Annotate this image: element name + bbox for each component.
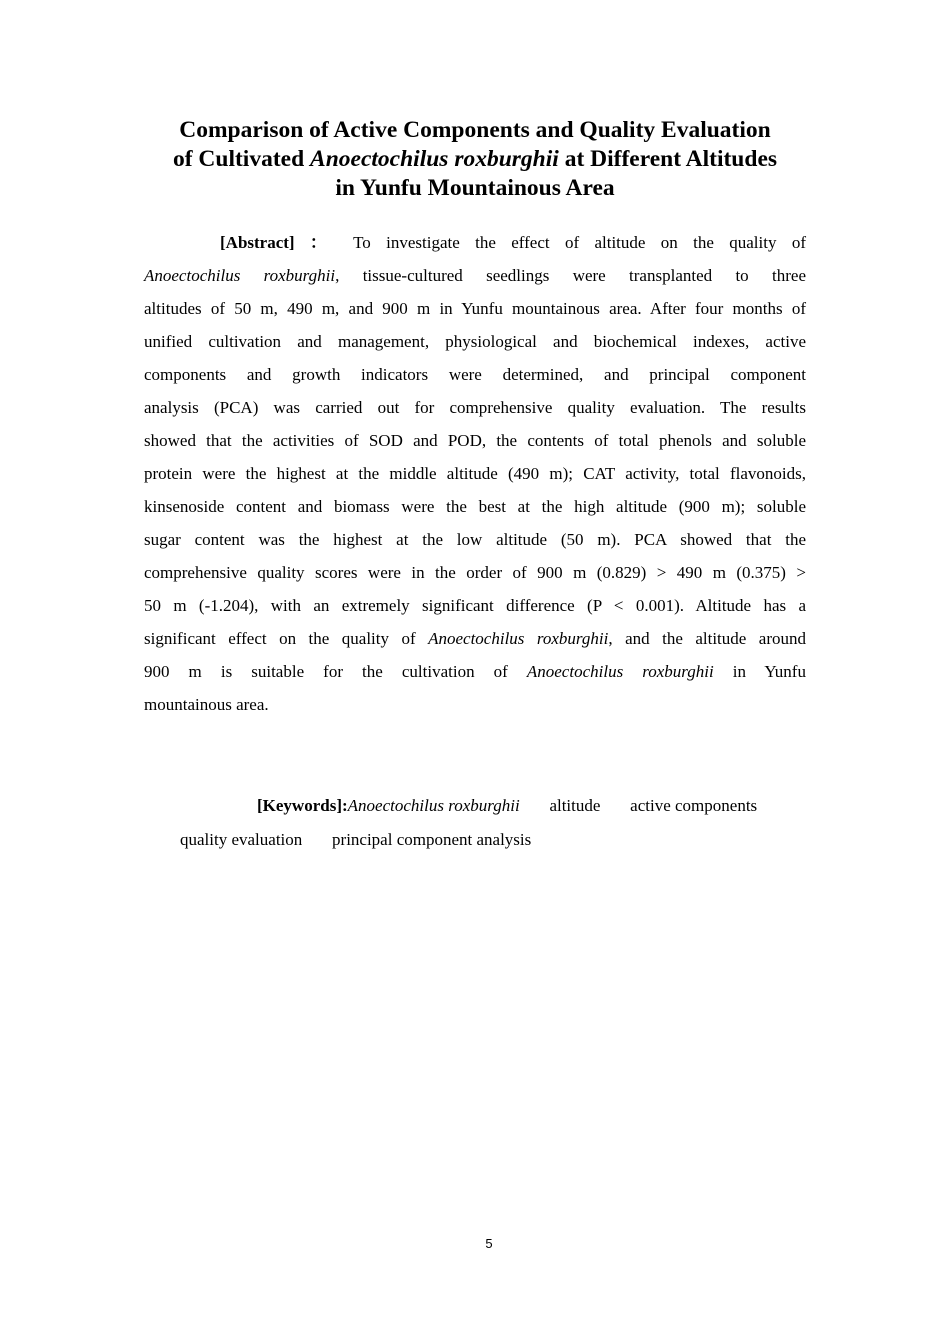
abstract-line-11: comprehensive quality scores were in the order of 900 m (0.829) > 490 m (0.375) > [144,563,806,582]
abstract-line-1 [144,226,806,259]
abstract-line-3: altitudes of 50 m, 490 m, and 900 m in Yunfu mountainous area. After four months of [144,299,806,318]
keywords-section [180,789,820,857]
page-number: 5 [485,1236,493,1251]
abstract-text-14b: in Yunfu [713,662,806,681]
abstract-line-9: kinsenoside content and biomass were the best at the high altitude (900 m); soluble [144,497,806,516]
abstract-line-2 [144,259,806,292]
keyword-item: altitude [549,796,601,815]
abstract-text-13a: significant effect on the quality of [144,629,429,648]
abstract-line-6: analysis (PCA) was carried out for comprehensive quality evaluation. The results [144,398,806,417]
abstract-section [144,226,806,721]
title-line-1: Comparison of Active Components and Quality Evaluation [179,117,771,143]
abstract-text-14a: 900 m is suitable for the cultivation of [144,662,527,681]
abstract-line-13 [144,622,806,655]
abstract-line-10: sugar content was the highest at the low altitude (50 m). PCA showed that the [144,530,806,549]
keyword-item: Anoectochilus roxburghii [347,796,520,815]
title-species-name: Anoectochilus roxburghii [310,146,559,172]
abstract-line-12: 50 m (-1.204), with an extremely significant difference (P < 0.001). Altitude has a [144,596,806,615]
abstract-line-14 [144,655,806,688]
abstract-line-4: unified cultivation and management, physiological and biochemical indexes, active [144,332,806,351]
keyword-item: principal component analysis [332,830,532,849]
abstract-line-8: protein were the highest at the middle altitude (490 m); CAT activity, total flavonoids, [144,464,806,483]
title-line-3: in Yunfu Mountainous Area [335,175,615,201]
keywords-line-1 [180,789,820,823]
abstract-text-2: , tissue-cultured seedlings were transplanted to three [335,266,806,285]
title-line-2 [120,145,830,174]
keywords-label: [Keywords]: [257,796,348,815]
abstract-text-13b: , and the altitude around [608,629,806,648]
keywords-line-2 [180,823,820,857]
abstract-line-5: components and growth indicators were determined, and principal component [144,365,806,384]
keyword-item: quality evaluation [180,830,303,849]
abstract-label: [Abstract] ： [220,233,339,252]
abstract-text-1: To investigate the effect of altitude on the quality of [353,233,806,252]
abstract-species-name-2: Anoectochilus roxburghii [428,629,609,648]
paper-title [120,116,830,203]
abstract-line-7: showed that the activities of SOD and POD, the contents of total phenols and soluble [144,431,806,450]
abstract-species-name-3: Anoectochilus roxburghii [526,662,714,681]
title-line-2-suffix: at Different Altitudes [558,146,778,172]
title-line-2-prefix: of Cultivated [172,146,311,172]
abstract-line-15: mountainous area. [144,695,269,714]
abstract-species-name: Anoectochilus roxburghii [144,266,336,285]
keyword-item: active components [630,796,758,815]
